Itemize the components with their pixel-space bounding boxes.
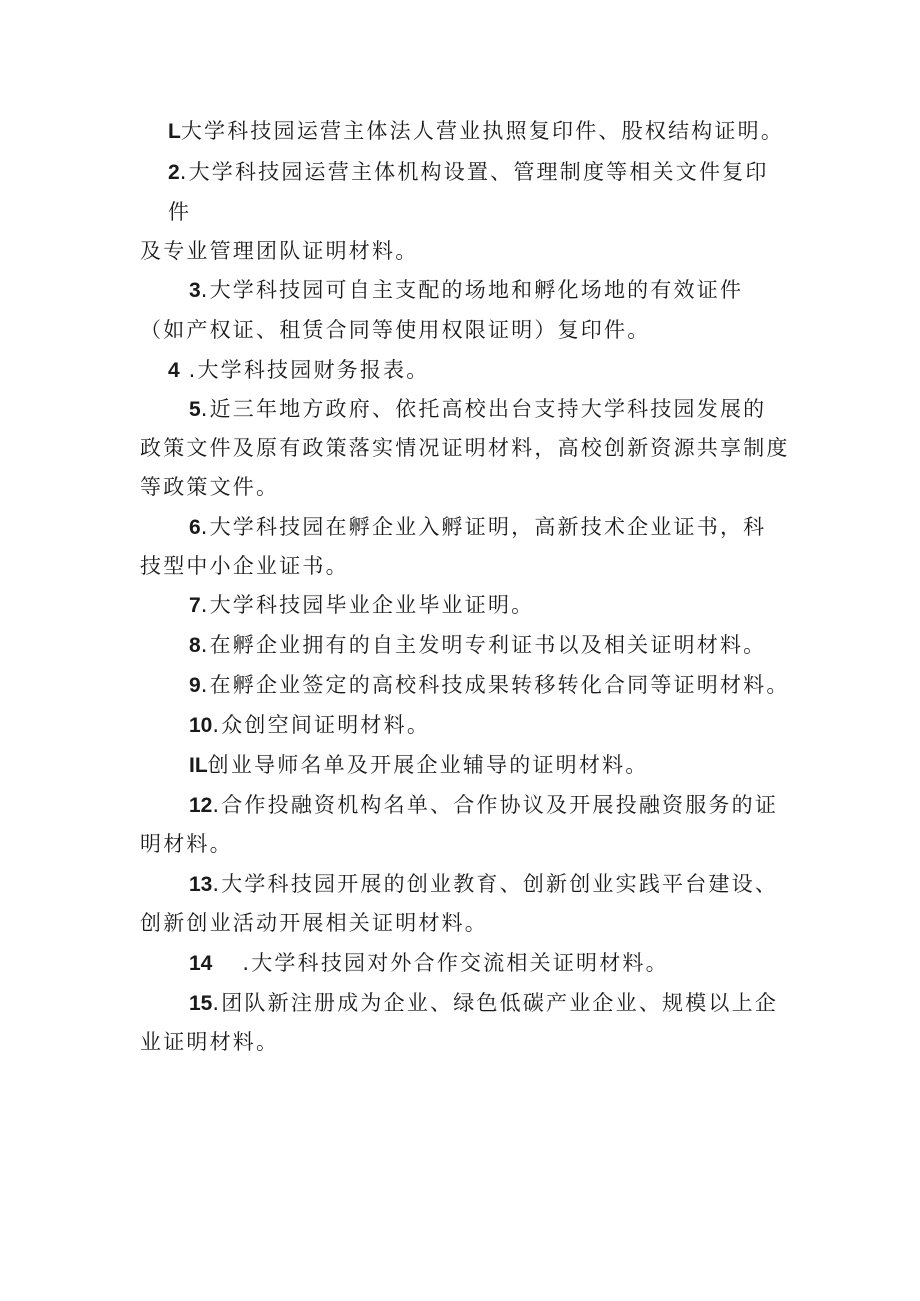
list-item-5 (189, 394, 766, 425)
item-number: 15 (189, 992, 213, 1015)
list-item-continuation: 业证明材料。 (140, 1030, 280, 1054)
item-text: .近三年地方政府、依托高校出台支持大学科技园发展的 (200, 397, 767, 421)
list-item-continuation: 及专业管理团队证明材料。 (140, 239, 419, 263)
item-text: .大学科技园财务报表。 (188, 358, 430, 382)
list-item-12 (189, 790, 778, 821)
item-text: .大学科技园毕业企业毕业证明。 (200, 593, 535, 617)
item-number: 12 (189, 794, 213, 817)
item-text: .大学科技园可自主支配的场地和孵化场地的有效证件 (200, 278, 744, 302)
list-item-continuation: 明材料。 (140, 832, 233, 856)
item-text: 大学科技园运营主体法人营业执照复印件、股权结构证明。 (180, 119, 785, 143)
list-item-9 (189, 670, 790, 701)
list-item-7 (189, 590, 534, 621)
list-item-continuation: 政策文件及原有政策落实情况证明材料，高校创新资源共享制度 (140, 436, 790, 460)
list-item-4 (168, 355, 429, 386)
item-number: 2 (168, 161, 180, 184)
item-text: .在孵企业拥有的自主发明专利证书以及相关证明材料。 (200, 633, 767, 657)
item-number: 4 (168, 359, 180, 382)
list-item-continuation: （如产权证、租赁合同等使用权限证明）复印件。 (140, 318, 651, 342)
list-item-continuation: 创新创业活动开展相关证明材料。 (140, 911, 488, 935)
item-text: .大学科技园在孵企业入孵证明，高新技术企业证书，科 (200, 515, 767, 539)
list-item-11 (189, 750, 648, 781)
item-number: IL (189, 754, 208, 777)
item-text: .大学科技园对外合作交流相关证明材料。 (242, 951, 669, 975)
item-number: 9 (189, 674, 201, 697)
list-item-1 (168, 116, 784, 147)
item-number: 13 (189, 873, 213, 896)
list-item-14 (189, 948, 669, 979)
item-text: .大学科技园开展的创业教育、创新创业实践平台建设、 (212, 872, 779, 896)
item-number: 8 (189, 634, 201, 657)
list-item-6 (189, 512, 766, 543)
item-number: 10 (189, 714, 213, 737)
list-item-continuation: 件 (168, 200, 192, 224)
item-text: 创业导师名单及开展企业辅导的证明材料。 (207, 753, 649, 777)
item-text: .在孵企业签定的高校科技成果转移转化合同等证明材料。 (200, 673, 790, 697)
item-number: 7 (189, 594, 201, 617)
item-text: .众创空间证明材料。 (212, 713, 431, 737)
list-item-continuation: 等政策文件。 (140, 475, 280, 499)
list-item-continuation: 技型中小企业证书。 (140, 554, 349, 578)
list-item-10 (189, 710, 430, 741)
list-item-8 (189, 630, 766, 661)
item-text: .合作投融资机构名单、合作协议及开展投融资服务的证 (212, 793, 779, 817)
item-number: 6 (189, 516, 201, 539)
list-item-15 (189, 988, 778, 1019)
item-text: .大学科技园运营主体机构设置、管理制度等相关文件复印 (179, 160, 769, 184)
list-item-2 (168, 157, 769, 188)
item-number: L (168, 120, 181, 143)
item-text: .团队新注册成为企业、绿色低碳产业企业、规模以上企 (212, 991, 779, 1015)
list-item-3 (189, 275, 743, 306)
item-number: 5 (189, 398, 201, 421)
item-number: 14 (189, 952, 213, 975)
item-number: 3 (189, 279, 201, 302)
list-item-13 (189, 869, 778, 900)
